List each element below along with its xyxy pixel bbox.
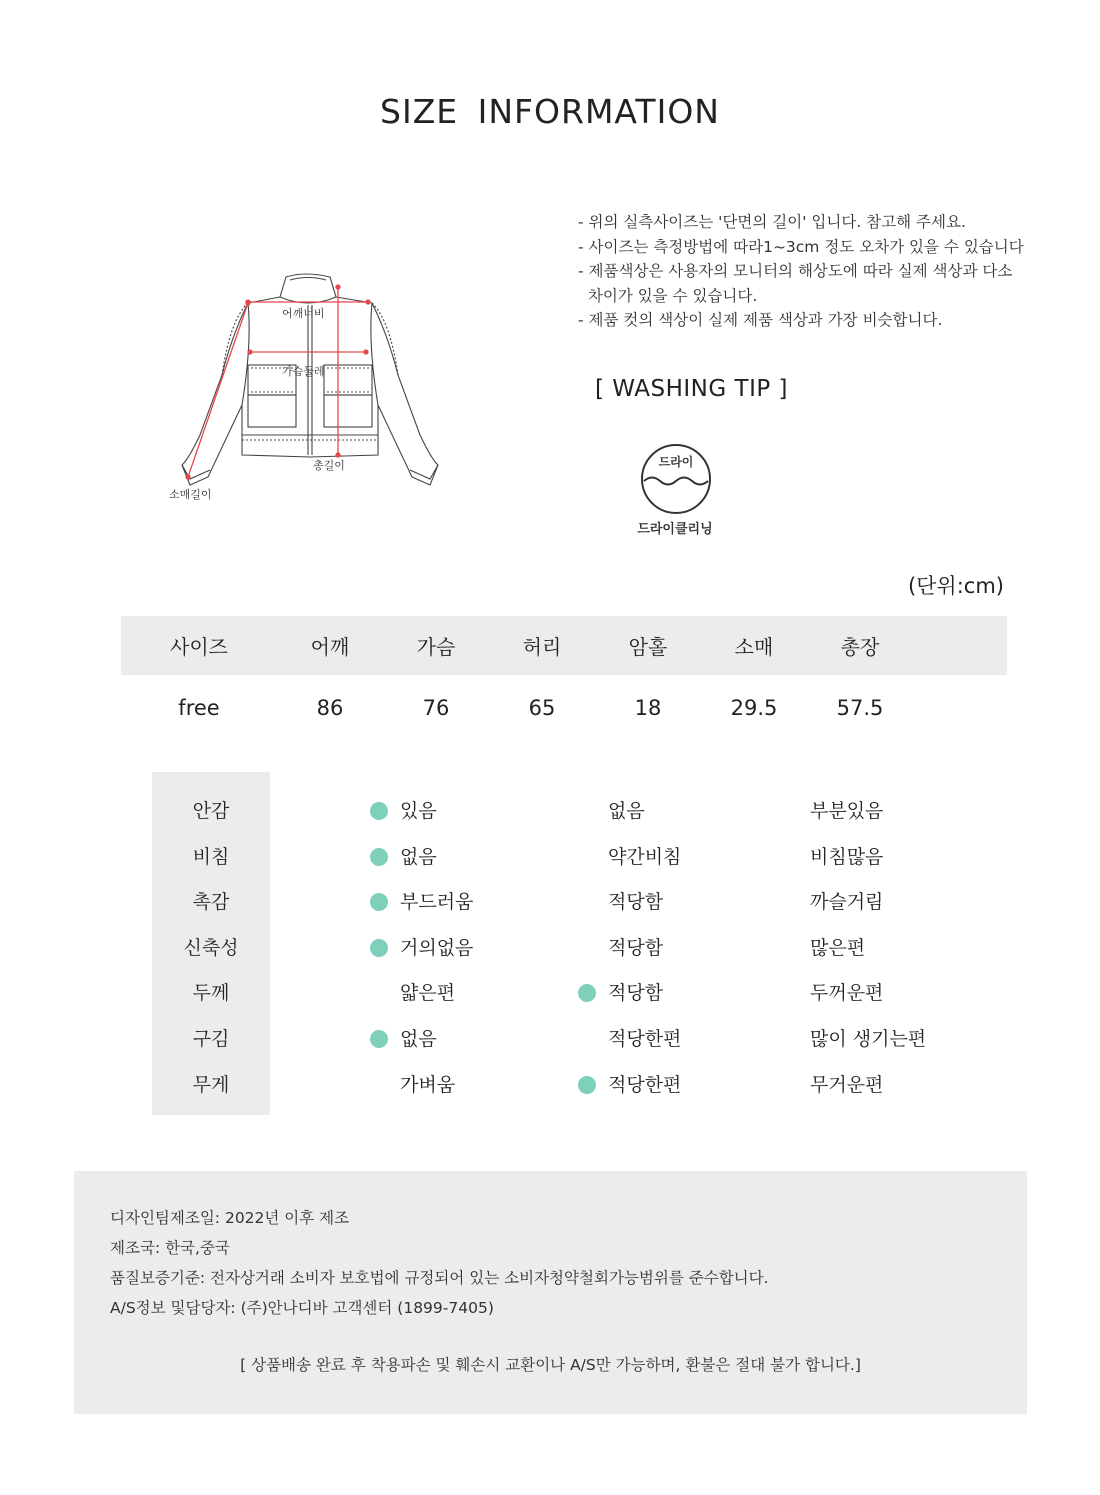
attribute-option: 가벼움 [400, 1073, 456, 1096]
attribute-option: 적당한편 [608, 1073, 682, 1096]
note-line: - 사이즈는 측정방법에 따라1~3cm 정도 오차가 있을 수 있습니다 [578, 237, 1024, 256]
attribute-label: 신축성 [183, 936, 239, 959]
unit-label: (단위:cm) [907, 574, 1004, 598]
size-notes [578, 210, 1048, 333]
page-title: SIZE INFORMATION [380, 92, 720, 131]
attribute-option: 많은편 [810, 936, 866, 959]
attribute-option: 까슬거림 [810, 891, 884, 914]
table-row [121, 675, 1007, 741]
attribute-option: 거의없음 [400, 936, 474, 959]
attribute-option: 무거운편 [810, 1073, 884, 1096]
note-line: - 제품 컷의 색상이 실제 제품 색상과 가장 비슷합니다. [578, 311, 943, 329]
header-cell: 허리 [489, 616, 595, 675]
washing-label: 드라이클리닝 [637, 522, 713, 537]
note-line: 차이가 있을 수 있습니다. [578, 286, 758, 305]
attribute-row [152, 970, 952, 1016]
attribute-option: 비침많음 [810, 845, 884, 868]
fabric-attributes [152, 772, 952, 1115]
value-cell: 65 [528, 696, 556, 720]
attribute-option: 적당함 [608, 891, 664, 914]
attribute-label: 안감 [192, 800, 230, 822]
attribute-label: 비침 [192, 845, 230, 868]
attribute-label: 두께 [192, 982, 230, 1005]
attribute-option: 얇은편 [400, 982, 456, 1005]
attribute-label: 촉감 [192, 891, 230, 914]
footer-line: 제조국: 한국,중국 [110, 1239, 230, 1257]
selected-dot-icon [370, 848, 388, 866]
size-table-header [121, 616, 1007, 675]
value-cell: 57.5 [836, 696, 884, 720]
attribute-option: 부드러움 [400, 891, 474, 914]
dry-clean-icon [636, 441, 716, 517]
selected-dot-icon [578, 984, 596, 1002]
selected-dot-icon [370, 802, 388, 820]
chest-label: 가슴둘레 [282, 365, 325, 378]
footer-info [74, 1171, 1027, 1414]
attribute-option: 없음 [400, 845, 437, 868]
selected-dot-icon [370, 939, 388, 957]
refund-notice: [ 상품배송 완료 후 착용파손 및 훼손시 교환이나 A/S만 가능하며, 환불은 절대 불가 합니다.] [240, 1356, 861, 1374]
value-cell: 76 [422, 696, 450, 720]
size-cell: free [178, 696, 220, 720]
attribute-option: 많이 생기는편 [810, 1028, 927, 1050]
attribute-row [152, 834, 952, 880]
attribute-option: 적당함 [608, 982, 664, 1005]
value-cell: 29.5 [730, 696, 778, 720]
header-cell: 사이즈 [121, 616, 277, 675]
attribute-row [152, 879, 952, 925]
attribute-option: 두꺼운편 [810, 982, 884, 1005]
footer-line: 품질보증기준: 전자상거래 소비자 보호법에 규정되어 있는 소비자청약철회가능범위를 준수합니다. [110, 1269, 769, 1287]
sleeve-label: 소매길이 [169, 488, 212, 501]
selected-dot-icon [578, 1076, 596, 1094]
attribute-row [152, 1016, 952, 1062]
value-cell: 86 [316, 696, 344, 720]
header-cell: 암홀 [595, 616, 701, 675]
size-table [121, 616, 1007, 741]
selected-dot-icon [370, 1030, 388, 1048]
length-label: 총길이 [313, 459, 345, 472]
attribute-option: 적당함 [608, 936, 664, 959]
selected-dot-icon [370, 893, 388, 911]
attribute-row [152, 788, 952, 834]
value-cell: 18 [634, 696, 662, 720]
attribute-option: 없음 [608, 800, 645, 822]
header-cell: 소매 [701, 616, 807, 675]
washing-tip-title: [ WASHING TIP ] [595, 376, 789, 402]
attribute-label: 무게 [192, 1073, 230, 1096]
note-line: - 위의 실측사이즈는 '단면의 길이' 입니다. 참고해 주세요. [578, 213, 966, 231]
footer-line: A/S정보 및담당자: (주)안나디바 고객센터 (1899-7405) [110, 1299, 494, 1317]
attribute-option: 약간비침 [608, 845, 682, 868]
shoulder-label: 어깨너비 [282, 307, 325, 320]
attribute-row [152, 1062, 952, 1108]
attribute-label: 구김 [192, 1028, 230, 1050]
attribute-row [152, 925, 952, 971]
header-cell: 가슴 [383, 616, 489, 675]
footer-line: 디자인팀제조일: 2022년 이후 제조 [110, 1209, 350, 1227]
note-line: - 제품색상은 사용자의 모니터의 해상도에 따라 실제 색상과 다소 [578, 262, 1013, 280]
attribute-option: 있음 [400, 800, 437, 822]
header-cell: 총장 [807, 616, 913, 675]
dry-icon-text: 드라이 [658, 455, 694, 469]
attribute-option: 부분있음 [810, 800, 884, 822]
attribute-option: 적당한편 [608, 1028, 682, 1050]
attribute-option: 없음 [400, 1028, 437, 1050]
jacket-diagram [160, 265, 460, 515]
header-cell: 어깨 [277, 616, 383, 675]
